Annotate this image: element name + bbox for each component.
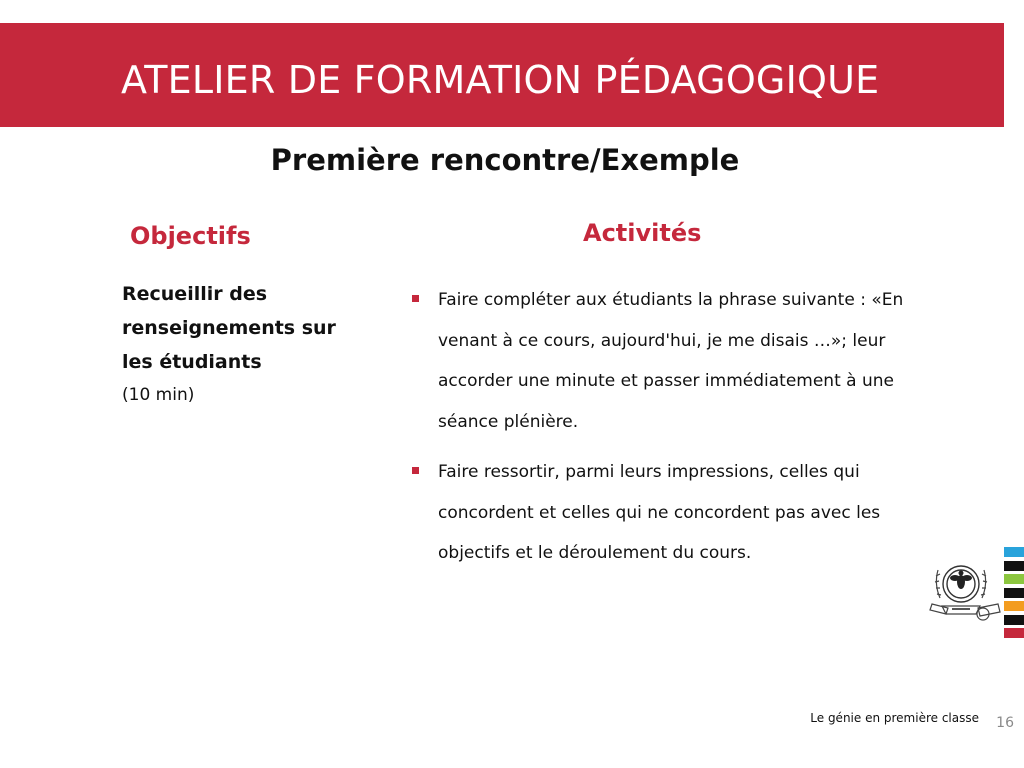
color-strip-segment [1004,628,1024,638]
footer-tagline: Le génie en première classe [810,711,979,725]
objective-title: Recueillir des renseignements sur les étudiants [122,283,336,373]
objective-duration: (10 min) [122,385,195,405]
activity-text: Faire ressortir, parmi leurs impressions, celles qui concordent et celles qui ne concordent pas avec les objectifs et le déroulement du cours. [438,462,881,563]
slide-subtitle: Première rencontre/Exemple [270,143,740,177]
color-strip-segment [1004,574,1024,584]
objectives-heading: Objectifs [130,222,251,250]
activity-item [412,280,912,442]
color-strip-segment [1004,561,1024,571]
color-strip-segment [1004,588,1024,598]
slide-title: ATELIER DE FORMATION PÉDAGOGIQUE [121,58,880,102]
activity-text: Faire compléter aux étudiants la phrase suivante : «En venant à ce cours, aujourd'hui, je me disais …»; leur accorder une minute et passer immédiatement à une séance plénière. [438,290,904,432]
activities-list [412,280,912,584]
color-strip-segment [1004,601,1024,611]
square-bullet-icon [412,295,419,302]
school-seal-icon [928,552,1002,628]
color-strip-segment [1004,615,1024,625]
color-strip-segment [1004,547,1024,557]
activities-heading: Activités [583,219,702,247]
activity-item [412,452,912,574]
square-bullet-icon [412,467,419,474]
brand-color-strip [1004,547,1024,642]
page-number: 16 [996,715,1014,731]
